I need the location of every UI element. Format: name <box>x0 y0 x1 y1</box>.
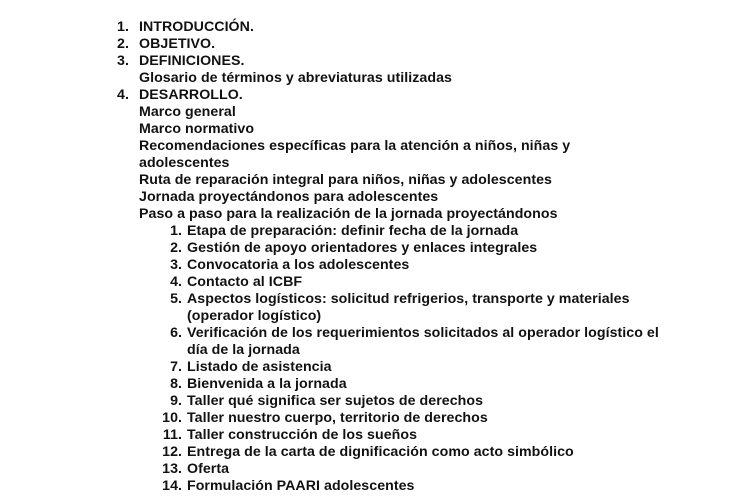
step-number: 9. <box>170 393 182 409</box>
step-text: Oferta <box>187 461 230 477</box>
section-number: 1. <box>117 19 129 35</box>
step-text: Gestión de apoyo orientadores y enlaces integrales <box>187 240 538 256</box>
toc-item-text: Recomendaciones específicas para la atención a niños, niñas y <box>139 138 571 154</box>
step-number: 2. <box>170 240 182 256</box>
toc-item-text: adolescentes <box>139 155 230 171</box>
section-title: INTRODUCCIÓN. <box>139 19 254 35</box>
step-number: 4. <box>170 274 182 290</box>
step-text: Convocatoria a los adolescentes <box>187 257 410 273</box>
step-text: Taller construcción de los sueños <box>187 427 418 443</box>
step-text: Verificación de los requerimientos solicitados al operador logístico el <box>187 325 659 341</box>
section-title: DESARROLLO. <box>139 87 243 103</box>
step-text-cont: día de la jornada <box>187 342 300 358</box>
toc-item-text: Paso a paso para la realización de la jornada proyectándonos <box>139 206 558 222</box>
step-number: 5. <box>170 291 182 307</box>
step-number: 13. <box>162 461 182 477</box>
toc-item-text: Marco general <box>139 104 236 120</box>
step-text: Taller qué significa ser sujetos de derechos <box>187 393 484 409</box>
section-number: 4. <box>117 87 129 103</box>
section-number: 3. <box>117 53 129 69</box>
step-text: Listado de asistencia <box>187 359 332 375</box>
toc-item-text: Jornada proyectándonos para adolescentes <box>139 189 439 205</box>
step-text: Taller nuestro cuerpo, territorio de derechos <box>187 410 488 426</box>
step-number: 6. <box>170 325 182 341</box>
step-text: Contacto al ICBF <box>187 274 303 290</box>
step-number: 10. <box>162 410 182 426</box>
step-number: 8. <box>170 376 182 392</box>
toc-item-text: Glosario de términos y abreviaturas utilizadas <box>139 70 452 86</box>
step-number: 1. <box>170 223 182 239</box>
step-text: Aspectos logísticos: solicitud refrigerios, transporte y materiales <box>187 291 630 307</box>
step-number: 3. <box>170 257 182 273</box>
step-text: Formulación PAARI adolescentes <box>187 478 415 494</box>
step-text: Etapa de preparación: definir fecha de la jornada <box>187 223 519 239</box>
step-text: Entrega de la carta de dignificación como acto simbólico <box>187 444 574 460</box>
step-text-cont: (operador logístico) <box>187 308 322 324</box>
toc-item-text: Marco normativo <box>139 121 255 137</box>
step-text: Bienvenida a la jornada <box>187 376 347 392</box>
section-title: OBJETIVO. <box>139 36 216 52</box>
step-number: 12. <box>162 444 182 460</box>
section-number: 2. <box>117 36 129 52</box>
step-number: 7. <box>170 359 182 375</box>
step-number: 11. <box>162 427 182 443</box>
toc-item-text: Ruta de reparación integral para niños, niñas y adolescentes <box>139 172 552 188</box>
step-number: 14. <box>162 478 182 494</box>
section-title: DEFINICIONES. <box>139 53 245 69</box>
